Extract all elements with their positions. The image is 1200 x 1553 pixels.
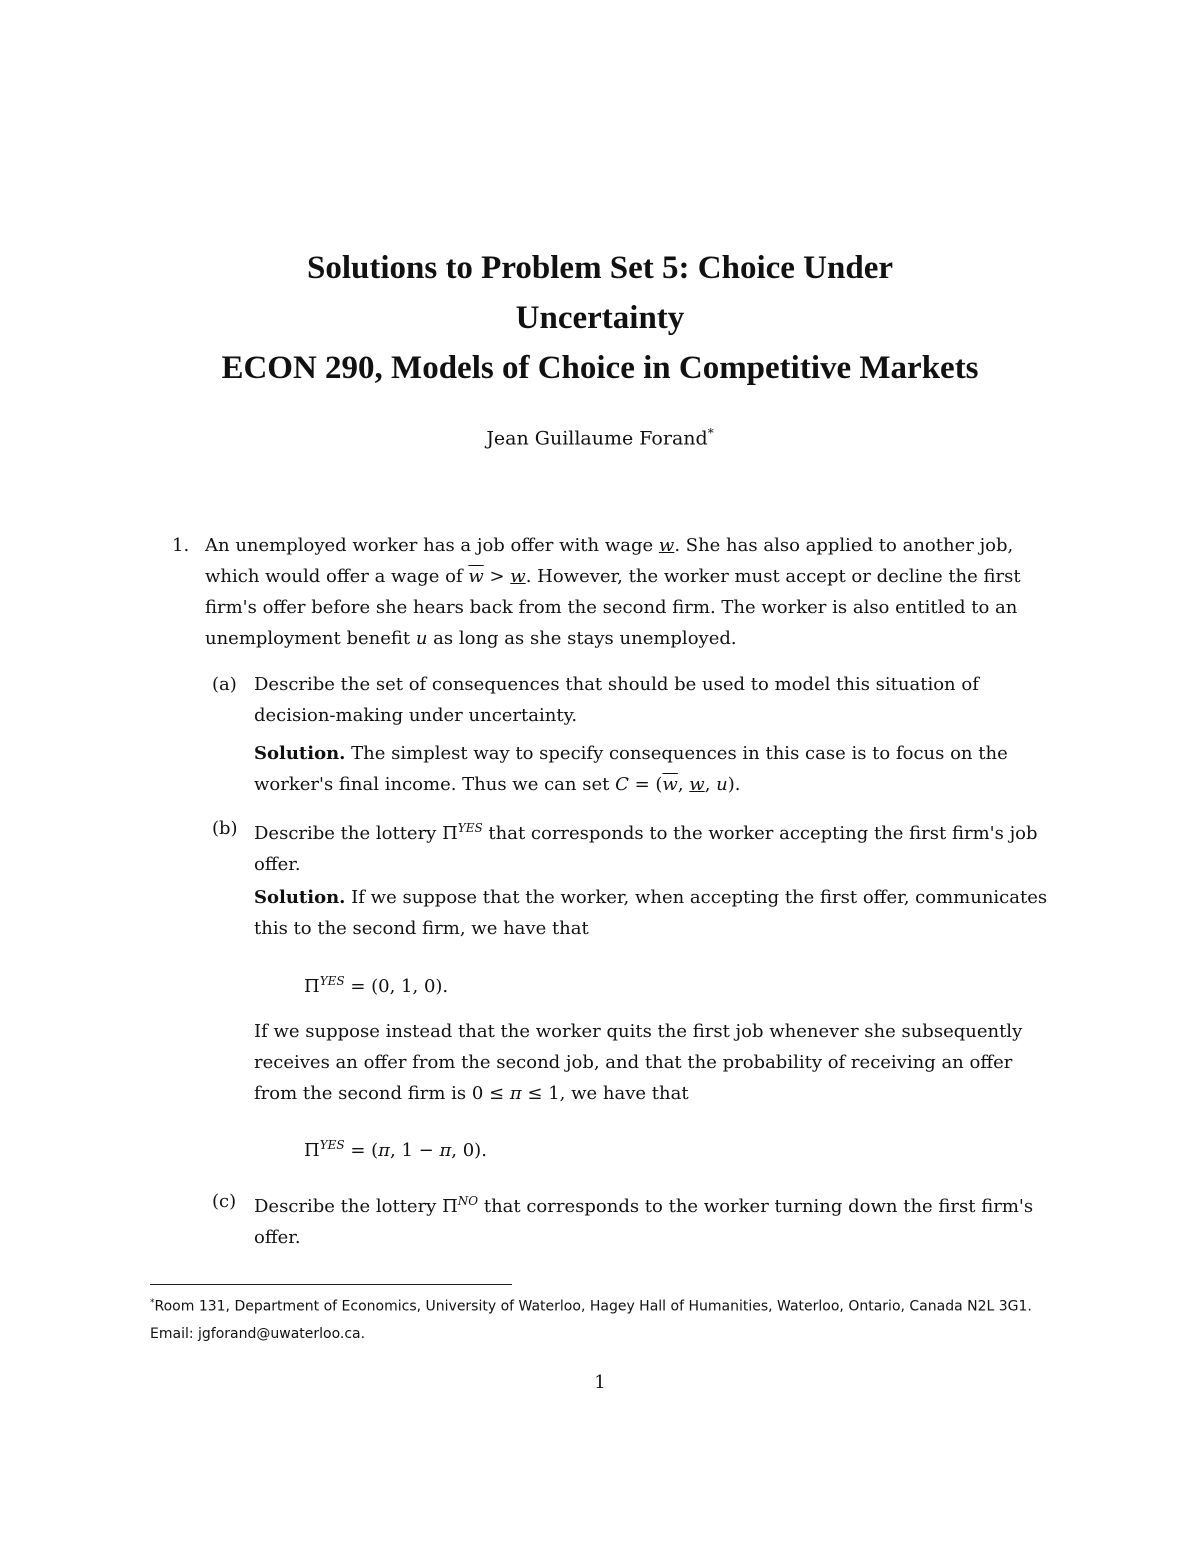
author	[100, 418, 1100, 453]
paragraph-text: If we suppose instead that the worker quits the first job whenever she subsequently receives an offer from the second job, and that the probability of receiving an offer from the second firm is 0 ≤	[254, 1021, 1023, 1104]
part-c-label: (c)	[212, 1191, 237, 1212]
solution-label: Solution.	[254, 887, 346, 908]
footnote-rule	[150, 1284, 512, 1285]
math-superscript: YES	[319, 1138, 345, 1152]
math-superscript: YES	[457, 821, 483, 835]
part-b-solution	[254, 882, 1054, 944]
math-superscript: YES	[319, 974, 345, 988]
math-sep: ).	[727, 774, 741, 795]
footnote	[150, 1290, 1050, 1348]
part-a-solution	[254, 738, 1054, 800]
math-w-low: w	[658, 535, 675, 556]
math-w-low: w	[689, 774, 705, 795]
part-b-question-text: Describe the lottery Π	[254, 823, 458, 844]
math-u: u	[716, 774, 728, 795]
author-name: Jean Guillaume Forand	[486, 427, 708, 450]
math-superscript: NO	[457, 1194, 479, 1208]
part-c-question-text: Describe the lottery Π	[254, 1196, 458, 1217]
part-b-question-text: that corresponds to the worker accepting the first firm's job offer.	[254, 823, 1038, 875]
problem-number: 1.	[172, 535, 190, 556]
math-u: u	[415, 628, 428, 649]
paragraph-text: ≤ 1, we have that	[521, 1083, 689, 1104]
math-pi-prob: π	[439, 1140, 452, 1161]
part-c-question	[212, 1186, 1054, 1253]
solution-label: Solution.	[254, 743, 346, 764]
part-a-question-text: Describe the set of consequences that should be used to model this situation of decision-making under uncertainty.	[254, 674, 979, 726]
part-a-label: (a)	[212, 674, 237, 695]
math-w-high: $\overline{w}$	[662, 774, 678, 795]
math-w-high: $\overline{w}$	[468, 566, 484, 587]
problem-statement	[172, 530, 1055, 654]
math-operator: = (	[628, 774, 663, 795]
page-number: 1	[594, 1372, 606, 1393]
math-w-low: w	[510, 566, 526, 587]
equation-1	[304, 966, 448, 1002]
problem-text: . However, the worker must accept or decline the first firm's offer before she hears back from the second firm. The worker is also entitled to an unemployment benefit	[205, 566, 1021, 649]
problem-text: as long as she stays unemployed.	[427, 628, 737, 649]
part-b-paragraph-2	[254, 1016, 1054, 1109]
math-pi-prob: π	[509, 1083, 522, 1104]
footnote-text: Room 131, Department of Economics, University of Waterloo, Hagey Hall of Humanities, Waterloo, Ontario, Canada N2L 3G1. Email: jgforand@uwaterloo.ca.	[150, 1298, 1032, 1342]
title-line-3: ECON 290, Models of Choice in Competitive Markets	[221, 350, 979, 386]
math-sep: ,	[677, 774, 690, 795]
math-sep: ,	[704, 774, 717, 795]
title-line-1: Solutions to Problem Set 5: Choice Under	[306, 250, 894, 286]
math-operator: >	[483, 566, 511, 587]
solution-text: The simplest way to specify consequences in this case is to focus on the worker's final income. Thus we can set	[254, 743, 1008, 795]
part-b-label: (b)	[212, 818, 238, 839]
author-footnote-mark: *	[707, 426, 714, 440]
solution-text: If we suppose that the worker, when accepting the first offer, communicates this to the second firm, we have that	[254, 887, 1048, 939]
math-rhs: , 1 −	[390, 1140, 440, 1161]
math-rhs: = (	[344, 1140, 379, 1161]
part-c-question-text: that corresponds to the worker turning down the first firm's offer.	[254, 1196, 1034, 1248]
part-b-question	[212, 813, 1054, 880]
math-pi: Π	[304, 1140, 320, 1161]
title-line-2: Uncertainty	[515, 300, 685, 336]
math-pi: Π	[304, 976, 320, 997]
math-rhs: , 0).	[451, 1140, 487, 1161]
part-a-question	[212, 669, 1054, 731]
math-pi-prob: π	[378, 1140, 391, 1161]
equation-2	[304, 1130, 487, 1166]
math-rhs: = (0, 1, 0).	[344, 976, 449, 997]
footnote-mark: *	[150, 1298, 155, 1308]
math-c: C	[615, 774, 629, 795]
problem-text: . She has also applied to another job, which would offer a wage of	[205, 535, 1014, 587]
problem-text: An unemployed worker has a job offer with wage	[205, 535, 659, 556]
